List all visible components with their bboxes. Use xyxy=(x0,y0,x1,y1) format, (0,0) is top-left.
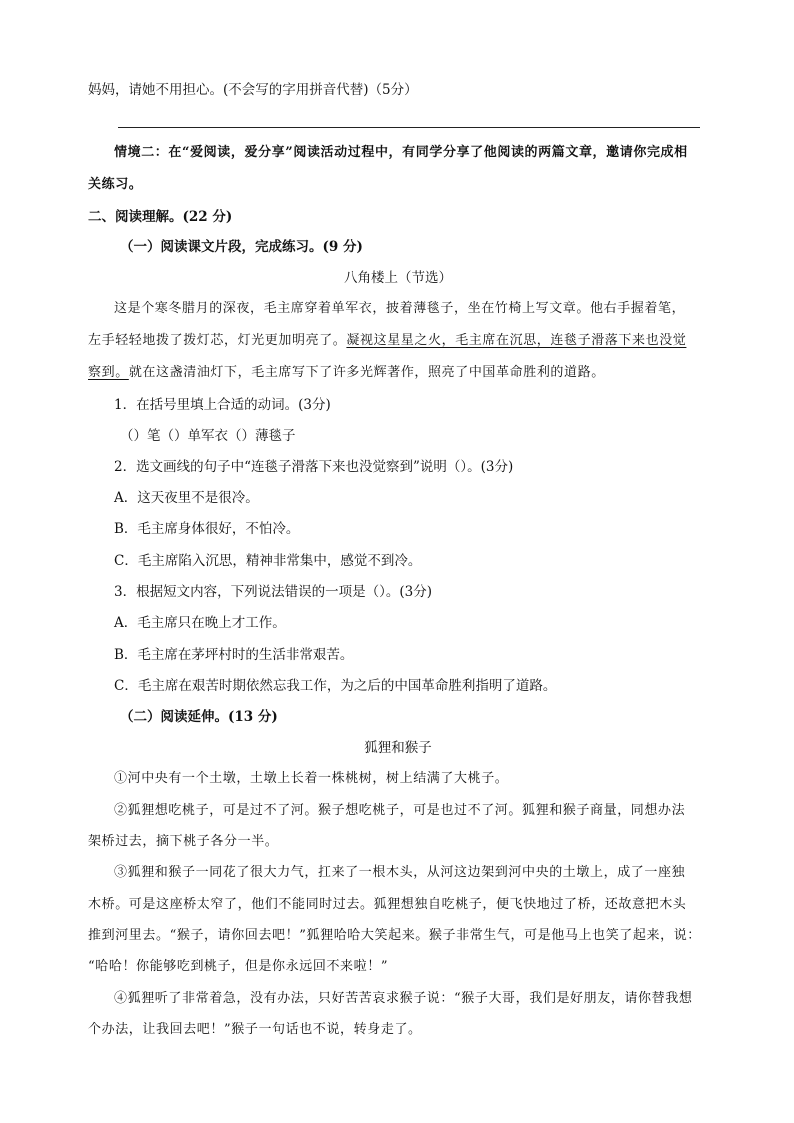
question-2-option-a: A．这天夜里不是很冷。 xyxy=(114,490,259,506)
story-paragraph-3-line-2: 木桥。可是这座桥太窄了，他们不能同时过去。狐狸想独自吃桃子，便飞快地过了桥，还故意把木头 xyxy=(88,897,687,912)
passage-line-2 xyxy=(88,331,708,351)
passage-title: 八角楼上（节选） xyxy=(344,270,452,286)
story-paragraph-2-line-2: 架桥过去，摘下桃子各分一半。 xyxy=(88,834,279,849)
scenario-line-2: 关练习。 xyxy=(88,177,143,192)
passage-line-2-text: 左手轻轻地拨了拨灯芯，灯光更加明亮了。 xyxy=(88,333,347,348)
story-paragraph-2-line-1: ②狐狸想吃桃子，可是过不了河。猴子想吃桃子，可是也过不了河。狐狸和猴子商量，同想办法 xyxy=(114,803,686,818)
scenario-line-1: 情境二：在“爱阅读，爱分享”阅读活动过程中，有同学分享了他阅读的两篇文章，邀请你完成相 xyxy=(114,145,688,160)
answer-line xyxy=(118,127,700,128)
question-3-option-a: A．毛主席只在晚上才工作。 xyxy=(114,615,286,631)
question-2-option-c: C．毛主席陷入沉思，精神非常集中，感觉不到冷。 xyxy=(114,553,422,569)
story-paragraph-4-line-2: 个办法，让我回去吧！”猴子一句话也不说，转身走了。 xyxy=(88,1022,422,1037)
question-1-blanks: （）笔（）单军衣（）薄毯子 xyxy=(120,428,296,444)
instruction-line: 妈妈，请她不用担心。(不会写的字用拼音代替)（5分） xyxy=(88,82,418,98)
passage-line-3 xyxy=(88,363,708,383)
question-1: 1．在括号里填上合适的动词。(3分) xyxy=(114,397,331,413)
story-paragraph-3-line-3: 推到河里去。“猴子，请你回去吧！”狐狸哈哈大笑起来。猴子非常生气，可是他马上也笑了起来，说： xyxy=(88,928,701,943)
underlined-sentence: 凝视这星星之火，毛主席在沉思，连毯子滑落下来也没觉 xyxy=(346,333,687,348)
part2-heading: （二）阅读延伸。(13 分) xyxy=(120,709,278,725)
question-3-option-c: C．毛主席在艰苦时期依然忘我工作，为之后的中国革命胜利指明了道路。 xyxy=(114,678,557,694)
question-3: 3．根据短文内容，下列说法错误的一项是（）。(3分) xyxy=(114,584,432,600)
story-title: 狐狸和猴子 xyxy=(364,740,432,756)
section-title: 二、阅读理解。(22 分) xyxy=(88,209,233,225)
passage-line-3-text: 就在这盏清油灯下，毛主席写下了许多光辉著作，照亮了中国革命胜利的道路。 xyxy=(128,365,605,380)
passage-line-1: 这是个寒冬腊月的深夜，毛主席穿着单军衣，披着薄毯子，坐在竹椅上写文章。他右手握着笔， xyxy=(114,301,686,316)
question-3-option-b: B．毛主席在茅坪村时的生活非常艰苦。 xyxy=(114,647,354,663)
question-2-option-b: B．毛主席身体很好，不怕冷。 xyxy=(114,521,300,537)
underlined-sentence-end: 察到。 xyxy=(88,365,129,380)
story-paragraph-1: ①河中央有一个土墩，土墩上长着一株桃树，树上结满了大桃子。 xyxy=(114,771,509,786)
story-paragraph-4-line-1: ④狐狸听了非常着急，没有办法，只好苦苦哀求猴子说：“猴子大哥，我们是好朋友，请你替我想 xyxy=(114,991,693,1006)
story-paragraph-3-line-4: “哈哈！你能够吃到桃子，但是你永远回不来啦！” xyxy=(88,959,389,974)
question-2: 2．选文画线的句子中“连毯子滑落下来也没觉察到”说明（）。(3分) xyxy=(114,459,514,475)
story-paragraph-3-line-1: ③狐狸和猴子一同花了很大力气，扛来了一根木头，从河这边架到河中央的土墩上，成了一座独 xyxy=(114,865,686,880)
part1-heading: （一）阅读课文片段，完成练习。(9 分) xyxy=(120,239,363,255)
